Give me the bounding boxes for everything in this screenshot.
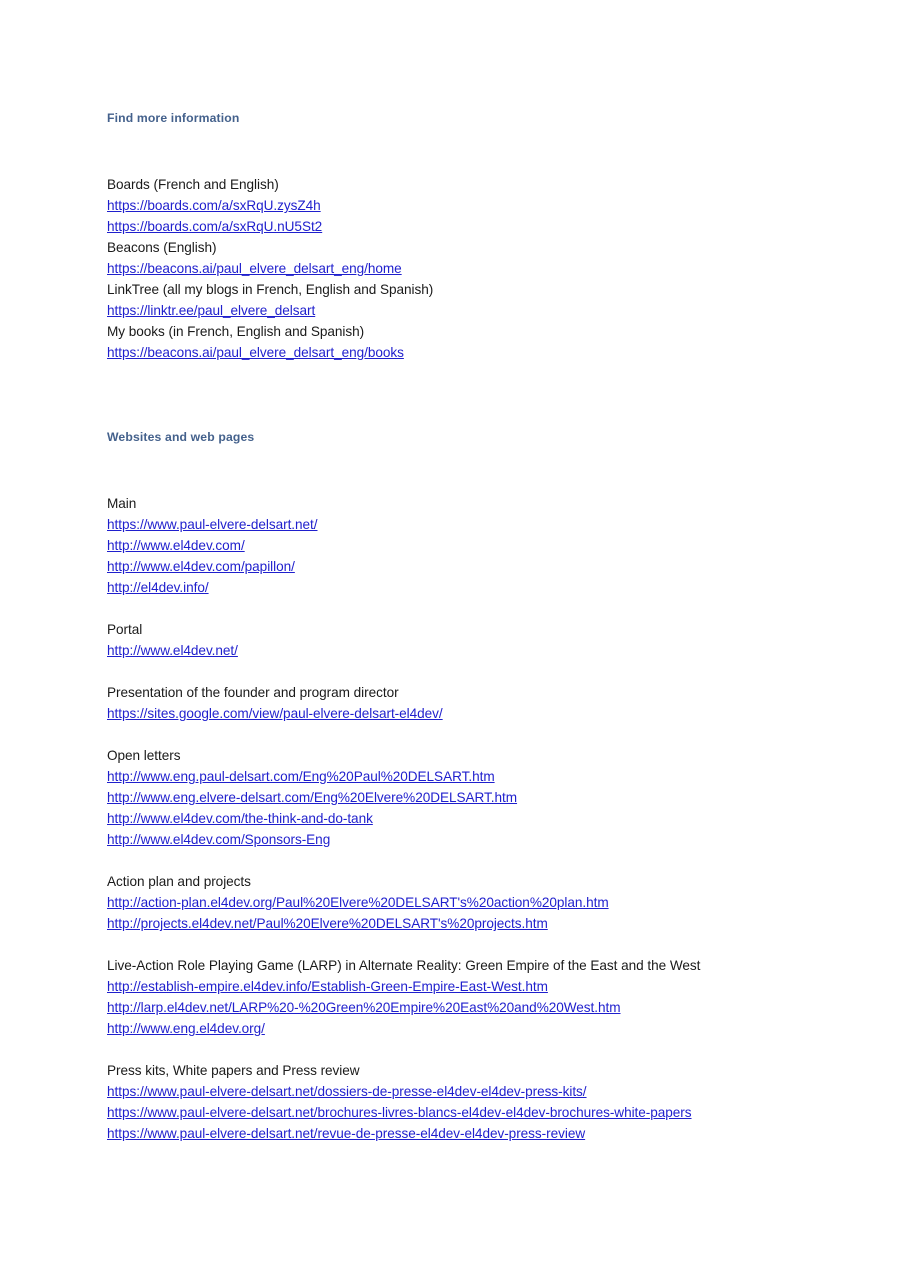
external-link[interactable]: https://sites.google.com/view/paul-elvere-delsart-el4dev/ [107, 706, 443, 721]
section-heading-block [107, 108, 807, 128]
external-link[interactable]: https://www.paul-elvere-delsart.net/ [107, 517, 318, 532]
document-body [107, 108, 807, 1144]
link-group-action-plan [107, 871, 807, 934]
link-group-press-kits [107, 1060, 807, 1144]
group-label: Open letters [107, 748, 181, 763]
external-link[interactable]: https://www.paul-elvere-delsart.net/brochures-livres-blancs-el4dev-el4dev-brochures-white-papers [107, 1105, 692, 1120]
external-link[interactable]: https://beacons.ai/paul_elvere_delsart_eng/home [107, 261, 402, 276]
section-heading-find-more-information: Find more information [107, 111, 240, 125]
link-group [107, 174, 807, 363]
external-link[interactable]: http://www.eng.paul-delsart.com/Eng%20Paul%20DELSART.htm [107, 769, 495, 784]
external-link[interactable]: http://www.el4dev.net/ [107, 643, 238, 658]
external-link[interactable]: http://www.el4dev.com/Sponsors-Eng [107, 832, 331, 847]
external-link[interactable]: http://www.el4dev.com/papillon/ [107, 559, 295, 574]
link-group-presentation [107, 682, 807, 724]
external-link[interactable]: http://www.eng.elvere-delsart.com/Eng%20Elvere%20DELSART.htm [107, 790, 518, 805]
group-label: Presentation of the founder and program director [107, 685, 399, 700]
link-group-main [107, 493, 807, 598]
external-link[interactable]: https://boards.com/a/sxRqU.nU5St2 [107, 219, 323, 234]
group-label: Press kits, White papers and Press review [107, 1063, 360, 1078]
external-link[interactable]: http://larp.el4dev.net/LARP%20-%20Green%20Empire%20East%20and%20West.htm [107, 1000, 621, 1015]
external-link[interactable]: http://www.el4dev.com/the-think-and-do-tank [107, 811, 373, 826]
external-link[interactable]: https://boards.com/a/sxRqU.zysZ4h [107, 198, 321, 213]
link-group-open-letters [107, 745, 807, 850]
section-heading-block [107, 427, 807, 447]
external-link[interactable]: http://establish-empire.el4dev.info/Establish-Green-Empire-East-West.htm [107, 979, 548, 994]
group-label: Action plan and projects [107, 874, 251, 889]
group-label: LinkTree (all my blogs in French, English and Spanish) [107, 282, 434, 297]
external-link[interactable]: https://www.paul-elvere-delsart.net/revue-de-presse-el4dev-el4dev-press-review [107, 1126, 586, 1141]
external-link[interactable]: http://www.eng.el4dev.org/ [107, 1021, 265, 1036]
external-link[interactable]: http://action-plan.el4dev.org/Paul%20Elvere%20DELSART's%20action%20plan.htm [107, 895, 609, 910]
external-link[interactable]: http://el4dev.info/ [107, 580, 209, 595]
external-link[interactable]: http://www.el4dev.com/ [107, 538, 245, 553]
section-heading-websites-and-web-pages: Websites and web pages [107, 430, 255, 444]
external-link[interactable]: https://www.paul-elvere-delsart.net/dossiers-de-presse-el4dev-el4dev-press-kits/ [107, 1084, 587, 1099]
group-label: Beacons (English) [107, 240, 217, 255]
group-label: Main [107, 496, 137, 511]
external-link[interactable]: http://projects.el4dev.net/Paul%20Elvere%20DELSART's%20projects.htm [107, 916, 548, 931]
group-label: Live-Action Role Playing Game (LARP) in Alternate Reality: Green Empire of the East and the West [107, 958, 701, 973]
external-link[interactable]: https://linktr.ee/paul_elvere_delsart [107, 303, 316, 318]
group-label: Boards (French and English) [107, 177, 279, 192]
group-label: Portal [107, 622, 143, 637]
external-link[interactable]: https://beacons.ai/paul_elvere_delsart_eng/books [107, 345, 404, 360]
group-label: My books (in French, English and Spanish) [107, 324, 365, 339]
link-group-larp [107, 955, 807, 1039]
link-group-portal [107, 619, 807, 661]
